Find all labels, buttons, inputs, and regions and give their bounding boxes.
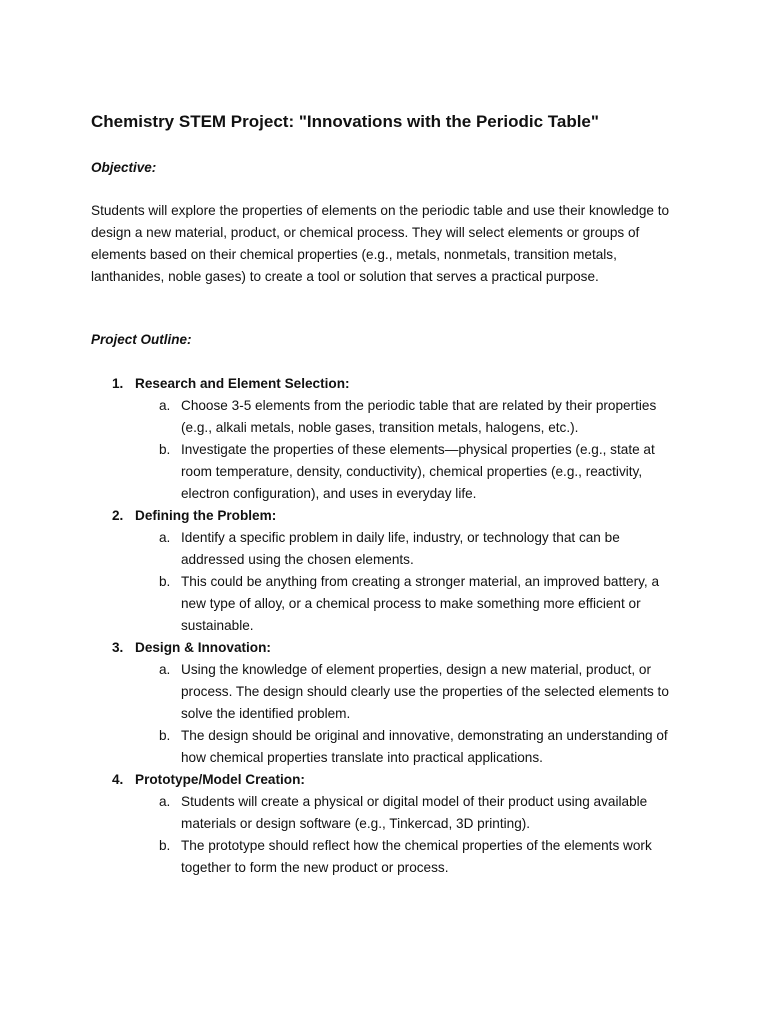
sub-item-text: Investigate the properties of these elements—physical properties (e.g., state at room temperature, density, conductivity), chemical properties (e.g., reactivity, electron configuration), and uses in everyday life.: [181, 442, 655, 501]
section-title: [112, 505, 691, 527]
project-outline-heading: Project Outline:: [91, 332, 192, 347]
sub-item-letter: b.: [159, 838, 171, 853]
sub-item-text: Identify a specific problem in daily life, industry, or technology that can be addressed using the chosen elements.: [181, 530, 620, 567]
project-outline-list: [91, 373, 691, 879]
section-title-text: Prototype/Model Creation:: [135, 772, 305, 787]
objective-paragraph: Students will explore the properties of elements on the periodic table and use their knowledge to design a new material, product, or chemical process. They will select elements or groups of elements based on their chemical properties (e.g., metals, nonmetals, transition metals, lanthanides, noble gases) to create a tool or solution that serves a practical purpose.: [91, 203, 670, 284]
sub-item-list: [91, 791, 691, 879]
sub-item-letter: b.: [159, 574, 171, 589]
section-number: 3.: [112, 640, 124, 655]
section-title: [112, 637, 691, 659]
outline-section: [91, 505, 691, 637]
sub-item-text: This could be anything from creating a stronger material, an improved battery, a new type of alloy, or a chemical process to make something more efficient or sustainable.: [181, 574, 660, 633]
sub-item-text: The design should be original and innovative, demonstrating an understanding of how chemical properties translate into practical applications.: [181, 728, 668, 765]
objective-heading: Objective:: [91, 160, 157, 175]
section-title-text: Design & Innovation:: [135, 640, 271, 655]
section-number: 4.: [112, 772, 124, 787]
sub-item: [159, 527, 681, 571]
sub-item: [159, 725, 681, 769]
section-number: 1.: [112, 376, 124, 391]
section-title-text: Defining the Problem:: [135, 508, 277, 523]
sub-item-letter: a.: [159, 794, 171, 809]
sub-item: [159, 791, 681, 835]
sub-item-letter: a.: [159, 398, 171, 413]
outline-section: [91, 769, 691, 879]
outline-section: [91, 637, 691, 769]
sub-item-text: Using the knowledge of element properties, design a new material, product, or process. The design should clearly use the properties of the selected elements to solve the identified problem.: [181, 662, 669, 721]
sub-item-text: The prototype should reflect how the chemical properties of the elements work together to form the new product or process.: [181, 838, 652, 875]
outline-section: [91, 373, 691, 505]
sub-item-letter: a.: [159, 530, 171, 545]
section-title-text: Research and Element Selection:: [135, 376, 350, 391]
sub-item-text: Choose 3-5 elements from the periodic table that are related by their properties (e.g., alkali metals, noble gases, transition metals, halogens, etc.).: [181, 398, 657, 435]
section-title: [112, 769, 691, 791]
sub-item: [159, 659, 681, 725]
sub-item-list: [91, 395, 691, 505]
section-number: 2.: [112, 508, 124, 523]
sub-item: [159, 571, 681, 637]
sub-item-letter: b.: [159, 442, 171, 457]
sub-item: [159, 835, 681, 879]
section-title: [112, 373, 691, 395]
sub-item-list: [91, 527, 691, 637]
sub-item-letter: b.: [159, 728, 171, 743]
sub-item: [159, 395, 681, 439]
sub-item: [159, 439, 681, 505]
sub-item-letter: a.: [159, 662, 171, 677]
sub-item-list: [91, 659, 691, 769]
document-title: Chemistry STEM Project: "Innovations with the Periodic Table": [91, 112, 599, 131]
sub-item-text: Students will create a physical or digital model of their product using available materials or design software (e.g., Tinkercad, 3D printing).: [181, 794, 648, 831]
